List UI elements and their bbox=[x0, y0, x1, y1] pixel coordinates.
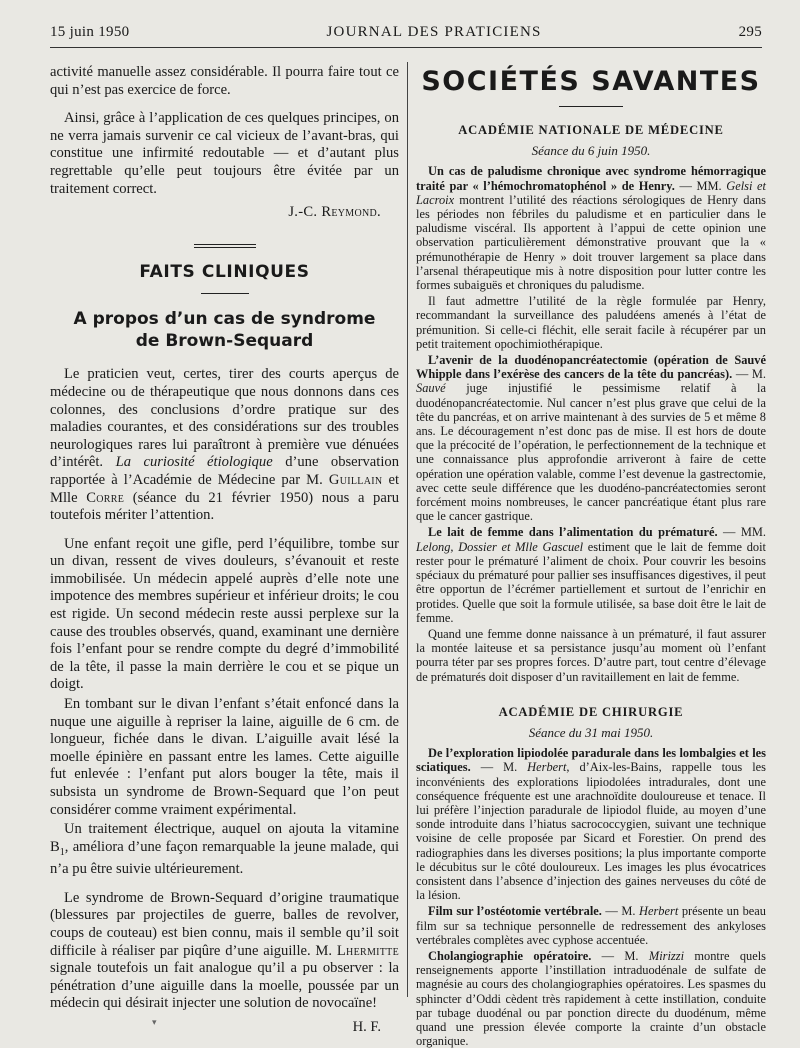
header-rule bbox=[50, 47, 762, 48]
section-double-rule bbox=[194, 244, 256, 248]
intro-signature: J.-C. Reymond. bbox=[288, 204, 381, 221]
article-paragraph-5: Le syndrome de Brown-Sequard d’origine traumatique (blessures par projectiles de guerre, balles de revolver, coups de couteau) est bien connu, mais il semble qu’il soit difficile à réaliser par piqûre d’une aiguille. M. Lhermitte signale toutefois un fait analogue qu’il a pu observer : la pénétration d’une aiguille dans la moelle, poussée par un médecin qui désirait injecter une solution de novocaïne! bbox=[50, 889, 399, 1012]
banner-rule bbox=[559, 106, 623, 107]
article-title-line-2: de Brown-Sequard bbox=[135, 331, 314, 352]
left-column bbox=[50, 64, 399, 1037]
communication-lait-de-femme-extra: Quand une femme donne naissance à un prématuré, il faut assurer la montée laiteuse et sa persistance jusqu’au moment où l’enfant pourra téter par ses propres forces. D’autre part, tout centre d’élevage de prématurés doit disposer d’un ravitaillement en lait de femme. bbox=[416, 626, 766, 684]
communication-lipiodol: De l’exploration lipiodolée paradurale dans les lombalgies et les sciatiques. — M. Herbert, d’Aix-les-Bains, rappelle tous les inconvénients des explorations lipiodolées intradurales, dont une conséquence fréquente est une arachnoïdite douloureuse et tenace. Il lui préfère l’injection paradurale de lipiodol fluide, au moyen d’une sonde introduite dans l’hiatus sacrococcygien, suivant une technique voisine de celle proposée par Sicard et Forestier. On prend des radiographies dans les diverses positions; la plus importante comporte le décubitus sur le côté douloureux. Les images les plus évocatrices consistent dans l’absence d’injection des gaines nerveuses du côté de la lésion. bbox=[416, 746, 766, 903]
header-date: 15 juin 1950 bbox=[50, 24, 130, 40]
societes-savantes-banner: SOCIÉTÉS SAVANTES bbox=[421, 66, 761, 97]
intro-paragraph-2: Ainsi, grâce à l’application de ces quelques principes, on ne verra jamais survenir ce cal vicieux de l’avant-bras, qui constitue une infirmité redoutable — et d’autant plus regrettable qu’elle peut toujours être évitée par un traitement correct. bbox=[50, 110, 399, 197]
academy-medecine-heading: ACADÉMIE NATIONALE DE MÉDECINE bbox=[458, 123, 724, 137]
header-page-number: 295 bbox=[738, 24, 762, 40]
header-journal-title: JOURNAL DES PRATICIENS bbox=[326, 24, 542, 40]
article-title bbox=[50, 308, 399, 352]
communication-paludisme: Un cas de paludisme chronique avec syndrome hémorragique traité par « l’hémochromatophénol » de Henry. — MM. Gelsi et Lacroix montrent l’utilité des réactions sérologiques de Henry dans les périodes non fébriles du paludisme et en particulier dans le paludisme viscéral. Ils apportent à l’appui de cette opinion une observation particulièrement démonstrative prouvant que la « prémunothérapie de Henry » doit trouver largement sa place dans l’arsenal thérapeutique mis à notre disposition pour lutter contre les formes subaiguës et chroniques du paludisme. bbox=[416, 164, 766, 293]
print-mark: ▾ bbox=[152, 1018, 157, 1028]
communication-cholangiographie: Cholangiographie opératoire. — M. Mirizzi montre quels renseignements apporte l’instillation intraduodénale de sulfate de magnésie au cours des cholangiographies opératoires. Les spasmes du sphincter d’Oddi cèdent très rapidement à cette instillation, conduite par tubage duodénal ou par ponction directe du duodénum, même quand une pression élevée comporte la crainte d’un obstacle organique. bbox=[416, 948, 766, 1048]
article-paragraph-4: Un traitement électrique, auquel on ajouta la vitamine $B_1$, améliora d’une façon remarquable la jeune malade, qui n’a pu être suivie ultérieurement. bbox=[50, 821, 399, 878]
academy-medecine-seance: Séance du 6 juin 1950. bbox=[531, 143, 651, 159]
article-title-line-1: A propos d’un cas de syndrome bbox=[73, 309, 376, 330]
column-divider bbox=[407, 62, 408, 997]
academy-chirurgie-heading: ACADÉMIE DE CHIRURGIE bbox=[498, 704, 684, 719]
article-paragraph-3: En tombant sur le divan l’enfant s’était enfoncé dans la nuque une aiguille à repriser la laine, aiguille de 6 cm. de longueur, fichée dans le divan. L’aiguille avait lésé la moelle épinière en passant entre les lames. Cette aiguille fut enlevée : l’enfant put alors bouger la tête, mais il subsista un syndrome de Brown-Sequard que l’on peut considérer comme vraiment expérimental. bbox=[50, 696, 399, 818]
academy-chirurgie-seance: Séance du 31 mai 1950. bbox=[528, 724, 654, 740]
article-paragraph-2: Une enfant reçoit une gifle, perd l’équilibre, tombe sur un divan, ressent de vives douleurs, s’évanouit et reste immobilisée. Un médecin appelé auprès d’elle note une impotence des membres supérieur et inférieur droits; le cou est rigide. Un second médecin reste aussi perplexe sur la cause des troubles observés, quand, examinant une dernière fois l’enfant pour se rendre compte du degré d’immobilité de la tête, il passe la main derrière le cou et se pique un doigt. bbox=[50, 535, 399, 693]
communication-lait-de-femme: Le lait de femme dans l’alimentation du prématuré. — MM. Lelong, Dossier et Mlle Gascuel estiment que le lait de femme doit rester pour le prématuré l’aliment de choix. Pour couvrir les besoins spéciaux du prématuré pour pallier ses insuffisances digestives, il peut être opportun de l’écrémer partiellement et surtout de l’enrichir en protides. Quelle que soit la formule utilisée, sa base doit être le lait de femme. bbox=[416, 525, 766, 625]
communication-film-osteotomie: Film sur l’ostéotomie vertébrale. — M. Herbert présente un beau film sur sa technique personnelle de redressement des ankyloses vertébrales complètes avec cyphose accentuée. bbox=[416, 904, 766, 947]
page-header bbox=[50, 24, 762, 46]
communication-paludisme-extra: Il faut admettre l’utilité de la règle formulée par Henry, recommandant la surveillance des paludéens amenés à l’état de prémunition. Si celle-ci fléchit, elle serait facile à récupérer par un petit traitement opochimiothérapique. bbox=[416, 294, 766, 351]
article-paragraph-1: Le praticien veut, certes, tirer des courts aperçus de médecine ou de thérapeutique que nous donnons dans ces colonnes, des conclusions d’ordre pratique sur des maladies courantes, et des considérations sur des troubles neurologiques rares lui paraîtront à première vue dénuées d’intérêt. La curiosité étiologique d’une observation rapportée à l’Académie de Médecine par M. Guillain et Mlle Corre (séance du 21 février 1950) nous a paru toutefois mériter l’attention. bbox=[50, 366, 400, 524]
section-short-rule bbox=[201, 293, 249, 294]
communication-duodenopancreatectomie: L’avenir de la duodénopancréatectomie (opération de Sauvé Whipple dans l’exérèse des cancers de la tête du pancréas). — M. Sauvé juge injustifié le pessimisme relatif à la duodénopancréatectomie. Nul cancer n’est plus grave que celui de la tête du pancréas, et on arrive maintenant à des survies de 5 et même 8 ans. Le découragement n’est donc pas de mise. Il est hors de doute que la précocité de l’opération, le perfectionnement de la technique et une connaissance plus approfondie arriveront à faire de cette opération une opération valable, comme l’est devenue la gastrectomie, avec cette seule différence que les duodéno-pancréatectomies seront forcément moins nombreuses, le cancer pancréatique étant plus rare que le cancer gastrique. bbox=[416, 353, 766, 524]
section-title: FAITS CLINIQUES bbox=[139, 261, 310, 282]
intro-paragraph-1: activité manuelle assez considérable. Il pourra faire tout ce qui n’est pas exercice de force. bbox=[50, 64, 399, 98]
article-signature: H. F. bbox=[352, 1019, 381, 1036]
right-column bbox=[416, 64, 766, 1048]
